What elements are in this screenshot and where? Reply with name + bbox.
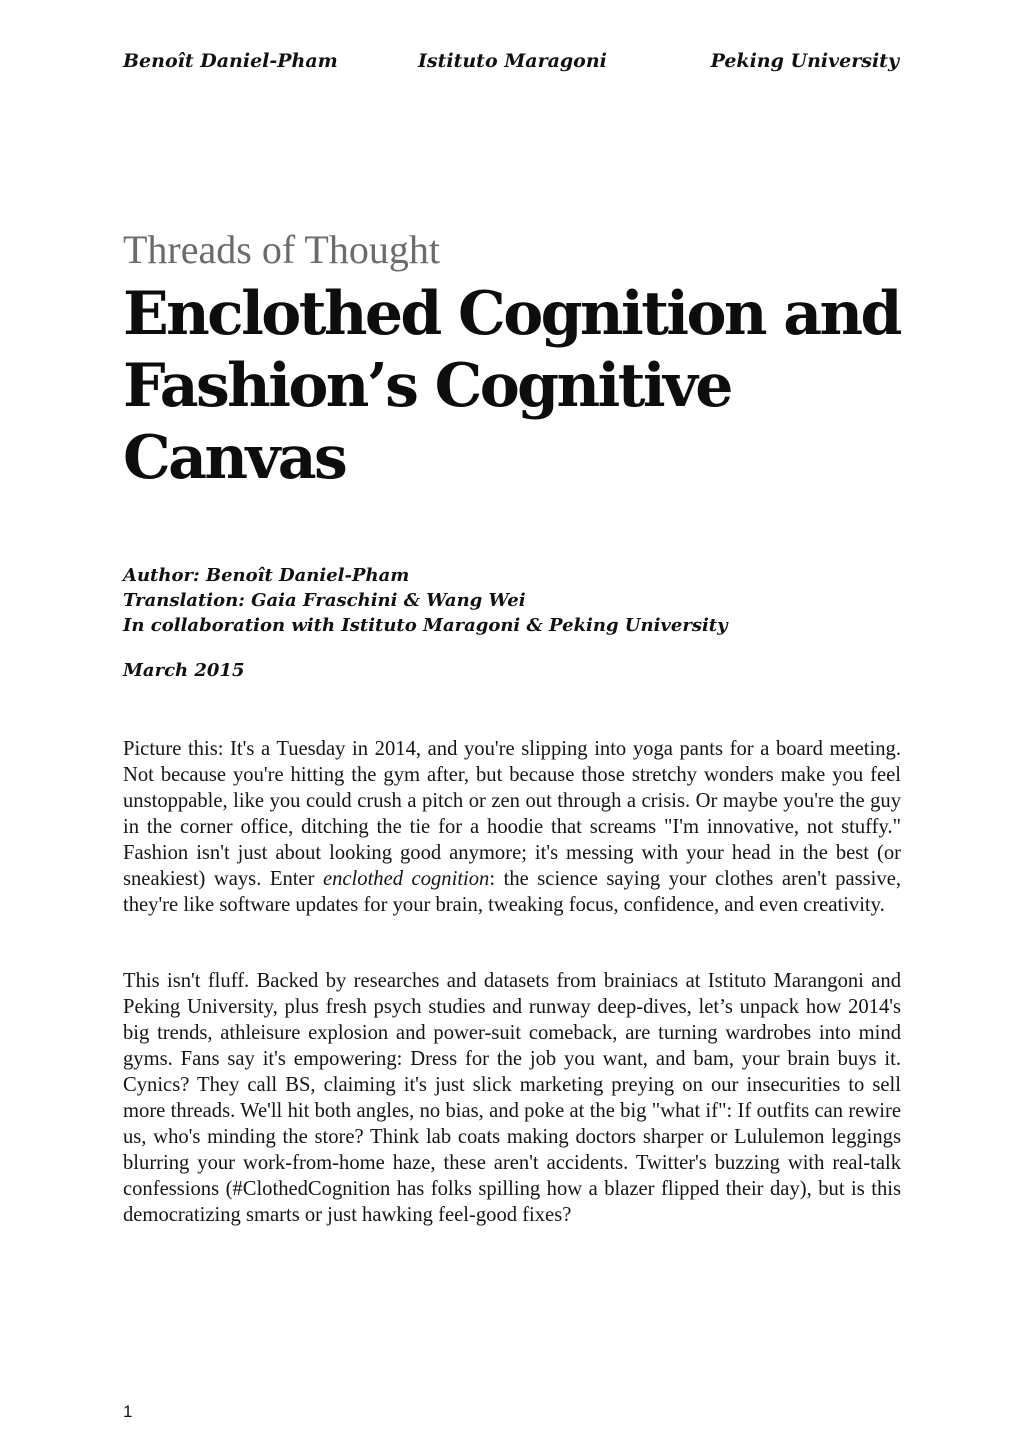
translation-line: Translation: Gaia Fraschini & Wang Wei <box>123 590 526 611</box>
running-header <box>123 50 899 80</box>
paragraph-1-text-start: Picture this: It's a Tuesday in 2014, and you're slipping into yoga pants for a board meeting. Not because you're hitting the gym after, but because those stretchy wonders make you feel unstoppable, like you could crush a pitch or zen out through a crisis. Or maybe you're the guy in the corner office, ditching the tie for a hoodie that screams "I'm innovative, not stuffy." Fashion isn't just about looking good anymore; it's messing with your head in the best (or sneakiest) ways. Enter <box>123 738 901 890</box>
page-number: 1 <box>123 1402 133 1421</box>
header-institution-1: Istituto Maragoni <box>418 50 607 72</box>
paragraph-1-emphasis: enclothed cognition <box>322 868 490 890</box>
header-author: Benoît Daniel-Pham <box>123 50 338 72</box>
document-subtitle: Threads of Thought <box>123 227 440 272</box>
publication-date: March 2015 <box>123 660 245 681</box>
credits-block <box>123 563 728 638</box>
body-paragraph-1 <box>123 736 901 918</box>
paragraph-1-text-end: : the science saying your clothes aren't passive, they're like software updates for your brain, tweaking focus, confidence, and even creativity. <box>123 868 901 916</box>
body-paragraph-2: This isn't fluff. Backed by researches and datasets from brainiacs at Istituto Marangoni and Peking University, plus fresh psych studies and runway deep-dives, let’s unpack how 2014's big trends, athleisure explosion and power-suit comeback, are turning wardrobes into mind gyms. Fans say it's empowering: Dress for the job you want, and bam, your brain buys it. Cynics? They call BS, claiming it's just slick marketing preying on our insecurities to sell more threads. We'll hit both angles, no bias, and poke at the big "what if": If outfits can rewire us, who's minding the store? Think lab coats making doctors sharper or Lululemon leggings blurring your work-from-home haze, these aren't accidents. Twitter's buzzing with real-talk confessions (#ClothedCognition has folks spilling how a blazer flipped their day), but is this democratizing smarts or just hawking feel-good fixes? <box>123 970 901 1226</box>
collaboration-line: In collaboration with Istituto Maragoni & Peking University <box>123 615 728 636</box>
author-line: Author: Benoît Daniel-Pham <box>123 565 410 586</box>
header-institution-2: Peking University <box>710 50 899 72</box>
document-title: Enclothed Cognition and Fashion’s Cognitive Canvas <box>123 279 900 493</box>
